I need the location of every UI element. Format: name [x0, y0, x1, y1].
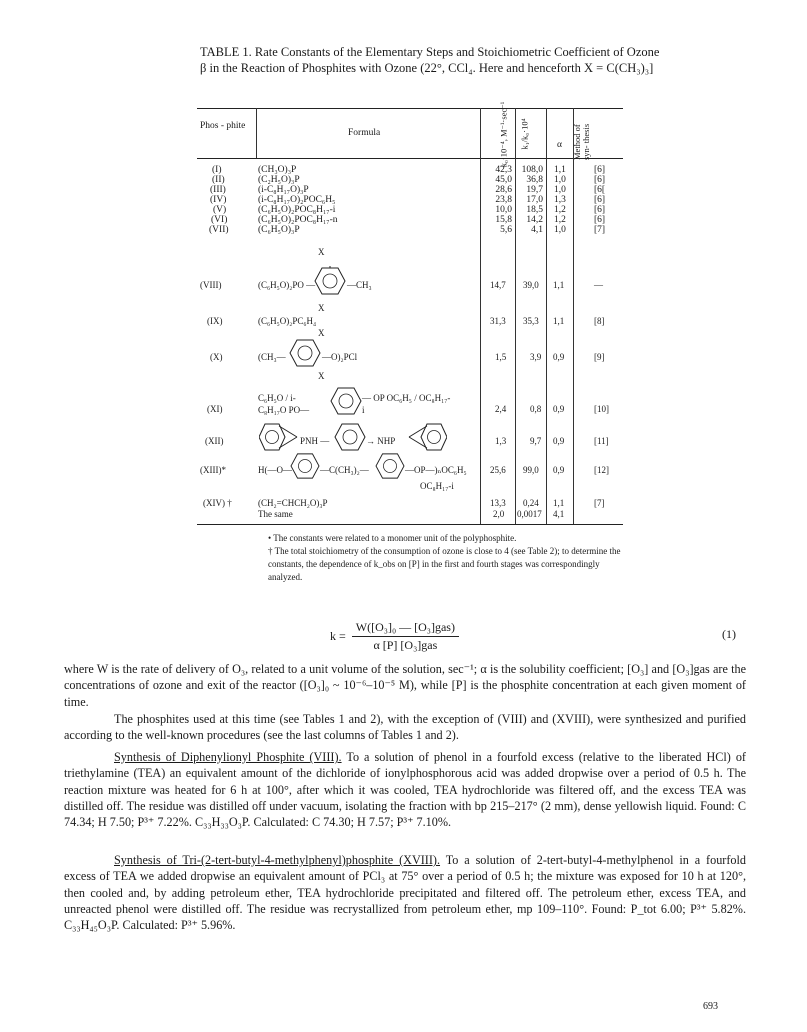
- equation: [330, 620, 459, 653]
- row-formula-tail: —OP—)ₙOC₆H₅: [405, 465, 467, 475]
- row-method: [6]: [594, 165, 606, 175]
- row-formula: (CH₃O)₃P: [258, 165, 297, 175]
- table-row: [197, 226, 623, 236]
- row-k1k0: 19,7: [526, 185, 543, 195]
- row-formula: (C₆H₅O)₂PC₆H₄: [258, 316, 317, 326]
- row-k1k0: 36,8: [526, 175, 543, 185]
- table-header-rule: [197, 158, 623, 159]
- row-alpha: 1,2: [554, 205, 566, 215]
- row-method: [9]: [594, 352, 605, 362]
- row-k0: 1,3: [495, 436, 507, 446]
- row-alpha: 1,1: [554, 165, 566, 175]
- row-k1k0: 39,0: [523, 280, 539, 290]
- row-k1k0: 35,3: [523, 316, 539, 326]
- row-k1k0: 0,8: [530, 404, 542, 414]
- benzene-ring-icon: [314, 266, 346, 296]
- row-formula-tail: —CH₃: [347, 280, 372, 290]
- row-alpha: 1,2: [554, 215, 566, 225]
- paragraph: [64, 749, 746, 830]
- struct-x-label: X: [318, 303, 325, 313]
- row-id: (III): [210, 185, 226, 195]
- row-formula: (i-C₈H₁₇O)₃P: [258, 185, 309, 195]
- row-k1k0: 18,5: [526, 205, 543, 215]
- header-phosphite: Phos - phite: [200, 121, 246, 131]
- benzene-ring-icon: [330, 386, 362, 416]
- row-method: [7]: [594, 498, 605, 508]
- row-method: [6]: [594, 205, 606, 215]
- row-formula: (CH₃—: [258, 352, 286, 362]
- row-k1k0: 4,1: [531, 225, 543, 235]
- row-formula: (C₆H₅O)₂POC₈H₁₇-n: [258, 215, 338, 225]
- struct-x-label: X: [318, 328, 325, 338]
- row-formula: (C₆H₅O)₂PO —: [258, 280, 316, 290]
- row-id: (I): [212, 165, 222, 175]
- row-k0: 23,8: [495, 195, 512, 205]
- table-bottom-rule: [197, 524, 623, 525]
- equation-denominator: α [P] [O₃]gas: [373, 638, 438, 652]
- row-k0: 5,6: [500, 225, 512, 235]
- row-k0: 45,0: [495, 175, 512, 185]
- row-id: (VII): [209, 225, 229, 235]
- benzene-ring-icon: [334, 422, 366, 452]
- row-alpha: 0,9: [553, 404, 565, 414]
- row-id: (VIII): [200, 280, 222, 290]
- row-alpha: 1,1: [553, 280, 565, 290]
- row-method: [6]: [594, 215, 606, 225]
- row-id: (V): [213, 205, 227, 215]
- page-number: 693: [703, 1001, 718, 1012]
- row-formula: (CH₂=CHCH₂O)₃P: [258, 498, 328, 508]
- rows-simple: [197, 166, 623, 236]
- row-method: [6]: [594, 195, 606, 205]
- row-formula-tail: —O)₂PCl: [322, 352, 358, 362]
- row-k1k0: 17,0: [526, 195, 543, 205]
- row-alpha: 1,0: [554, 185, 566, 195]
- row-id: (IX): [207, 316, 223, 326]
- footnote: † The total stoichiometry of the consumption of ozone is close to 4 (see Table 2); to determine the constants, the dependence of k_obs on [P] in the first and fourth stages was correspondingly analyzed.: [268, 546, 621, 582]
- equation-fraction: [352, 620, 459, 653]
- benzene-ring-icon: [290, 452, 320, 480]
- row-k1k0: 108,0: [521, 165, 543, 175]
- equation-lhs: k =: [330, 629, 346, 643]
- row-formula: (C₂H₅O)₃P: [258, 175, 300, 185]
- row-k1k0: 99,0: [523, 465, 539, 475]
- table-footnotes: [268, 532, 628, 584]
- header-k0: k₀·10⁻⁴, M⁻¹·sec⁻¹: [498, 101, 509, 168]
- row-id: (XI): [207, 404, 223, 414]
- row-k0: 25,6: [490, 465, 506, 475]
- struct-x-label: X: [318, 371, 325, 381]
- header-k1k0: k₁/k₀·10⁴: [519, 118, 530, 150]
- row-id: (VI): [211, 215, 228, 225]
- row-method: [7]: [594, 225, 606, 235]
- struct-x-label: X: [318, 247, 325, 257]
- row-method: [8]: [594, 316, 605, 326]
- row-id: (XII): [205, 436, 224, 446]
- row-formula: C₆H₅O / i-C₈H₁₇O PO—: [258, 393, 310, 415]
- table-top-rule: [197, 108, 623, 109]
- row-k1k0: 0,24: [523, 498, 539, 508]
- row-formula: (i-C₈H₁₇O)₂POC₆H₅: [258, 195, 336, 205]
- row-alpha: 1,3: [554, 195, 566, 205]
- row-id: (XIV) †: [203, 498, 232, 508]
- row-k0: 2,4: [495, 404, 507, 414]
- paragraph-body: To a solution of 2-tert-butyl-4-methylphenol in a fourfold excess of TEA we added dropwise an equivalent amount of PCl₃ at 75° over a period of 0.5 h; the mixture was exposed for 10 h at 120°, then cooled and, by adding petroleum ether, TEA hydrochloride precipitated and filtered off. The petroleum ether, excess TEA, and unreacted phenol were distilled off. The residue was recrystallized from petroleum ether, mp 109–110°. Found: P_tot 6.00; P³⁺ 5.82%. C₃₃H₄₅O₃P. Calculated: P³⁺ 5.96%.: [64, 853, 746, 933]
- benzene-ring-icon: [375, 452, 405, 480]
- row-id: (X): [210, 352, 223, 362]
- row-method: —: [594, 280, 603, 290]
- row-formula-tail: → NHP: [366, 436, 396, 446]
- row-alpha: 1,0: [554, 225, 566, 235]
- header-alpha: α: [557, 140, 562, 150]
- section-heading: Synthesis of Tri-(2-tert-butyl-4-methylphenyl)phosphite (XVIII).: [114, 853, 441, 867]
- row-formula: (C₆H₅O)₂POC₈H₁₇-i: [258, 205, 336, 215]
- row-method: [10]: [594, 404, 609, 414]
- row-alpha: 1,1: [553, 498, 565, 508]
- row-k1k0: 3,9: [530, 352, 542, 362]
- paragraph: where W is the rate of delivery of O₃, related to a unit volume of the solution, sec⁻¹; α is the solubility coefficient; [O₃] and [O₃]gas are the concentrations of ozone and exit of the reactor ([O₃]₀ ~ 10⁻⁶–10⁻⁵ M), while [P] is the phosphite concentration at each given moment of time.: [64, 662, 746, 709]
- section-heading: Synthesis of Diphenylionyl Phosphite (VIII).: [114, 750, 342, 764]
- row-k1k0: 0,0017: [517, 509, 542, 519]
- row-sub-label: OC₈H₁₇-i: [420, 481, 454, 491]
- table-caption: TABLE 1. Rate Constants of the Elementary Steps and Stoichiometric Coefficient of Ozone β in the Reaction of Phosphites with Ozone (22°, CCl₄. Here and henceforth X = C(CH₃)₃]: [200, 45, 660, 75]
- row-alpha: 0,9: [553, 352, 565, 362]
- row-alpha: 1,1: [553, 316, 565, 326]
- header-formula: Formula: [348, 128, 381, 138]
- row-k0: 1,5: [495, 352, 507, 362]
- paragraph: The phosphites used at this time (see Tables 1 and 2), with the exception of (VIII) and (XVIII), were synthesized and purified according to the well-known procedures (see the last columns of Tables 1 and 2).: [64, 712, 746, 743]
- row-formula: PNH —: [300, 436, 330, 446]
- row-k0: 2,0: [493, 509, 505, 519]
- row-method: [12]: [594, 465, 609, 475]
- row-formula: (C₆H₅O)₃P: [258, 225, 300, 235]
- row-formula-mid: —C(CH₃)₂—: [320, 465, 369, 475]
- row-id: (IV): [210, 195, 227, 205]
- benzodioxaphosphole-ring-icon: [407, 422, 447, 452]
- row-method: [11]: [594, 436, 609, 446]
- paragraph-body: To a solution of phenol in a fourfold excess (relative to the liberated HCl) of triethylamine (TEA) an equivalent amount of the dichloride of ionylphosphorous acid was added dropwise over a period of 0.5 h. The reaction mixture was heated for 6 h at 100°, after which it was cooled, TEA hydrochloride was filtered off, and the excess TEA was distilled off. The residue was distilled off under vacuum, isolating the fraction with bp 215–217° (2 mm), dense yellowish liquid. Found: C 74.34; H 7.50; P³⁺ 7.22%. C₃₃H₃₃O₃P. Calculated: C 74.30; H 7.57; P³⁺ 7.10%.: [64, 750, 746, 830]
- paragraph: [64, 852, 746, 933]
- row-k0: 14,7: [490, 280, 506, 290]
- row-id: (II): [212, 175, 225, 185]
- row-k0: 28,6: [495, 185, 512, 195]
- row-alpha: 4,1: [553, 509, 565, 519]
- equation-numerator: W([O₃]₀ — [O₃]gas): [352, 620, 459, 637]
- row-k0: 13,3: [490, 498, 506, 508]
- row-formula-tail: — OP OC₆H₅ / OC₈H₁₇-i: [362, 393, 451, 415]
- row-alpha: 0,9: [553, 436, 565, 446]
- row-k1k0: 14,2: [526, 215, 543, 225]
- header-method: Method of syn- thesis: [572, 123, 591, 160]
- row-k0: 42,3: [495, 165, 512, 175]
- row-k0: 10,0: [495, 205, 512, 215]
- row-k1k0: 9,7: [530, 436, 542, 446]
- row-method: [6]: [594, 175, 606, 185]
- row-method: [6[: [594, 185, 606, 195]
- row-k0: 31,3: [490, 316, 506, 326]
- equation-number: (1): [722, 627, 736, 641]
- benzene-ring-icon: [289, 338, 321, 368]
- row-k0: 15,8: [495, 215, 512, 225]
- row-alpha: 1,0: [554, 175, 566, 185]
- column-divider: [256, 108, 257, 158]
- benzodioxaphosphole-ring-icon: [259, 422, 299, 452]
- row-id: (XIII)*: [200, 465, 226, 475]
- row-formula: H(—O—: [258, 465, 292, 475]
- footnote: • The constants were related to a monomer unit of the polyphosphite.: [268, 533, 517, 543]
- row-alpha: 0,9: [553, 465, 565, 475]
- row-formula: The same: [258, 509, 293, 519]
